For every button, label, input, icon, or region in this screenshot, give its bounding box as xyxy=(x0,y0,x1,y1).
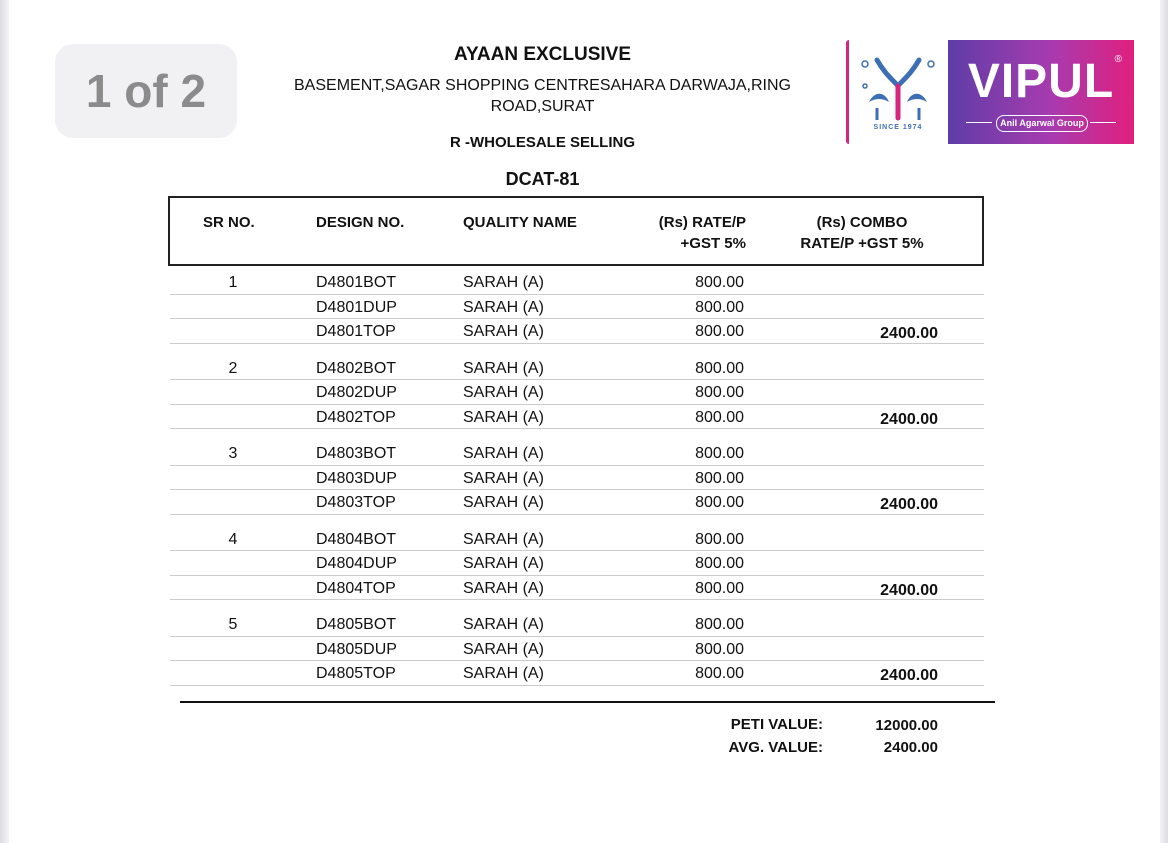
header-rate-line1: (Rs) RATE/P xyxy=(658,214,746,231)
header-rate xyxy=(610,212,746,254)
table-row xyxy=(170,441,984,466)
header-rate-line2: +GST 5% xyxy=(680,235,746,252)
table-row xyxy=(170,612,984,637)
table-body xyxy=(170,270,984,686)
cell-rate: 800.00 xyxy=(695,298,744,316)
cell-rate: 800.00 xyxy=(695,494,744,511)
cell-quality: SARAH (A) xyxy=(463,469,544,487)
header-combo-line2: RATE/P +GST 5% xyxy=(800,235,924,252)
cell-design: D4801TOP xyxy=(316,323,396,340)
pill-line-right xyxy=(1090,122,1116,123)
cell-design: D4805DUP xyxy=(316,640,397,658)
emblem-icon xyxy=(855,46,941,124)
table-row xyxy=(170,551,984,576)
cell-rate: 800.00 xyxy=(695,408,744,426)
cell-quality: SARAH (A) xyxy=(463,445,544,462)
cell-rate: 800.00 xyxy=(695,359,744,377)
cell-rate: 800.00 xyxy=(695,579,744,597)
summary-divider xyxy=(180,701,995,703)
cell-quality: SARAH (A) xyxy=(463,384,544,401)
cell-design: D4802DUP xyxy=(316,384,397,401)
cell-quality: SARAH (A) xyxy=(463,616,544,633)
cell-rate: 800.00 xyxy=(695,530,744,548)
cell-rate: 800.00 xyxy=(695,665,744,682)
pill-line-left xyxy=(966,122,992,123)
table-header xyxy=(168,196,984,266)
emblem-logo xyxy=(846,40,947,144)
table-row xyxy=(170,576,984,601)
cell-combo: 2400.00 xyxy=(880,410,938,428)
table-row xyxy=(170,356,984,381)
viewer-right-edge xyxy=(1160,0,1168,843)
table-row xyxy=(170,661,984,686)
cell-quality: SARAH (A) xyxy=(463,555,544,572)
cell-quality: SARAH (A) xyxy=(463,494,544,511)
table-row xyxy=(170,527,984,552)
cell-rate: 800.00 xyxy=(695,384,744,401)
cell-sr: 1 xyxy=(228,274,238,291)
company-name: AYAAN EXCLUSIVE xyxy=(453,44,632,65)
cell-rate: 800.00 xyxy=(695,274,744,291)
cell-design: D4801DUP xyxy=(316,298,397,316)
avg-value: 2400.00 xyxy=(883,739,938,756)
table-row xyxy=(170,319,984,344)
cell-quality: SARAH (A) xyxy=(463,298,544,316)
cell-quality: SARAH (A) xyxy=(463,408,544,426)
cell-design: D4804DUP xyxy=(316,555,397,572)
cell-rate: 800.00 xyxy=(695,323,744,340)
catalog-code: DCAT-81 xyxy=(505,169,580,189)
vipul-logo xyxy=(948,40,1134,144)
cell-combo: 2400.00 xyxy=(880,581,938,599)
cell-combo: 2400.00 xyxy=(880,496,938,513)
cell-design: D4803DUP xyxy=(316,469,397,487)
cell-sr: 2 xyxy=(228,359,238,377)
cell-design: D4802TOP xyxy=(316,408,396,426)
avg-value-label: AVG. VALUE: xyxy=(728,739,823,756)
cell-sr: 3 xyxy=(228,445,238,462)
registered-mark: ® xyxy=(1114,54,1122,65)
cell-design: D4802BOT xyxy=(316,359,397,377)
selling-type: R -WHOLESALE SELLING xyxy=(450,134,635,151)
cell-rate: 800.00 xyxy=(695,640,744,658)
cell-quality: SARAH (A) xyxy=(463,530,544,548)
cell-quality: SARAH (A) xyxy=(463,323,544,340)
cell-quality: SARAH (A) xyxy=(463,274,544,291)
table-row xyxy=(170,270,984,295)
table-row xyxy=(170,295,984,320)
cell-combo: 2400.00 xyxy=(880,667,938,684)
cell-quality: SARAH (A) xyxy=(463,665,544,682)
header-design-no: DESIGN NO. xyxy=(316,214,405,231)
peti-value-label: PETI VALUE: xyxy=(730,716,823,733)
cell-design: D4801BOT xyxy=(316,274,397,291)
cell-design: D4804BOT xyxy=(316,530,397,548)
cell-rate: 800.00 xyxy=(695,616,744,633)
table-row xyxy=(170,490,984,515)
cell-design: D4803TOP xyxy=(316,494,396,511)
viewer-left-edge xyxy=(0,0,9,843)
header-sr-no: SR NO. xyxy=(203,214,255,231)
emblem-since-text: SINCE 1974 xyxy=(873,124,923,131)
page-indicator: 1 of 2 xyxy=(55,44,237,138)
table-row xyxy=(170,405,984,430)
cell-design: D4805BOT xyxy=(316,616,397,633)
vipul-brand-text: VIPUL xyxy=(967,55,1115,108)
cell-sr: 4 xyxy=(228,530,238,548)
cell-combo: 2400.00 xyxy=(880,325,938,342)
cell-quality: SARAH (A) xyxy=(463,579,544,597)
cell-rate: 800.00 xyxy=(695,555,744,572)
header-quality-name: QUALITY NAME xyxy=(463,214,577,231)
cell-design: D4805TOP xyxy=(316,665,396,682)
header-combo xyxy=(770,212,954,254)
cell-rate: 800.00 xyxy=(695,469,744,487)
cell-design: D4804TOP xyxy=(316,579,396,597)
vipul-group-text: Anil Agarwal Group xyxy=(996,115,1088,132)
table-row xyxy=(170,380,984,405)
table-row xyxy=(170,466,984,491)
cell-design: D4803BOT xyxy=(316,445,397,462)
table-row xyxy=(170,637,984,662)
peti-value: 12000.00 xyxy=(875,717,938,734)
cell-quality: SARAH (A) xyxy=(463,359,544,377)
cell-sr: 5 xyxy=(228,616,238,633)
cell-quality: SARAH (A) xyxy=(463,640,544,658)
company-address: BASEMENT,SAGAR SHOPPING CENTRESAHARA DARWAJA,RING ROAD,SURAT xyxy=(294,77,791,115)
cell-rate: 800.00 xyxy=(695,445,744,462)
header-combo-line1: (Rs) COMBO xyxy=(816,214,908,231)
